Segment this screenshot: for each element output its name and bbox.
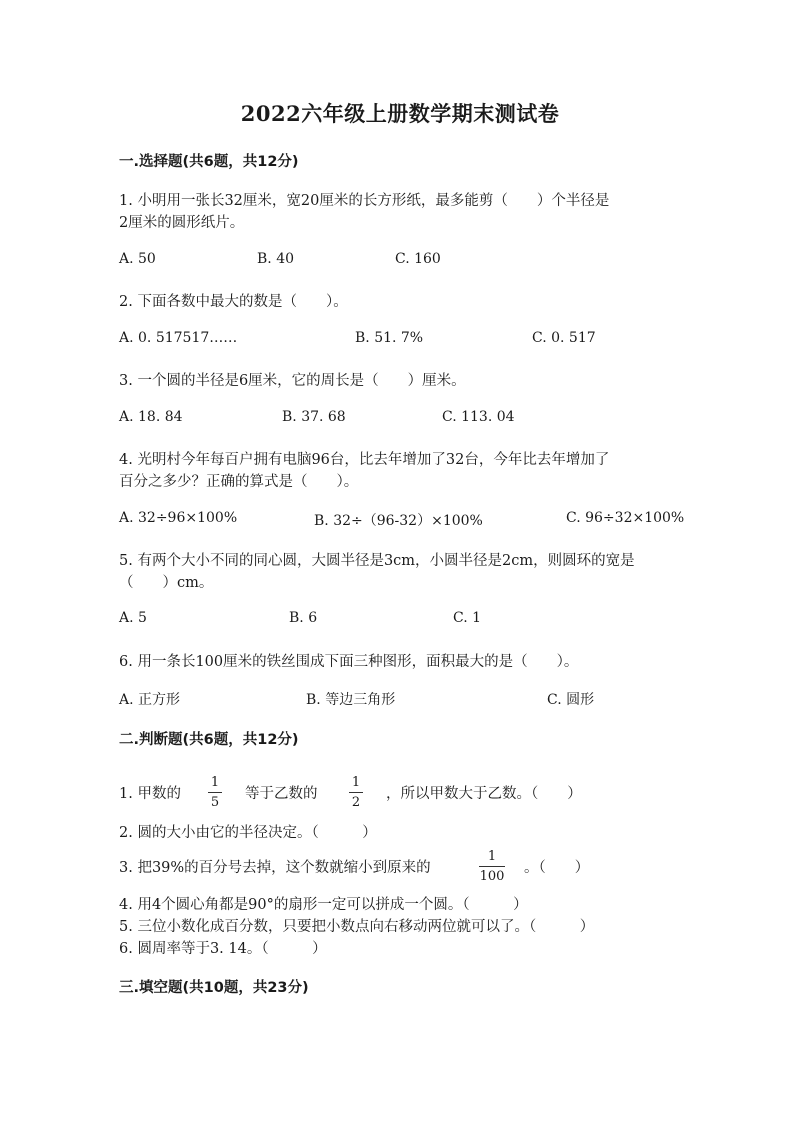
question-text: 2. 下面各数中最大的数是（ ）。 (119, 294, 348, 310)
fraction-bar (479, 866, 505, 867)
option-c: C. 0. 517 (532, 330, 596, 346)
judge-text: ，所以甲数大于乙数。（ ） (386, 786, 582, 802)
fraction-numerator: 1 (351, 775, 361, 790)
judge-text: 4. 用4个圆心角都是90°的扇形一定可以拼成一个圆。（ ） (119, 897, 528, 913)
judge-text: 5. 三位小数化成百分数，只要把小数点向右移动两位就可以了。（ ） (119, 919, 595, 935)
option-a: A. 0. 517517…… (119, 330, 238, 346)
judge-text: 6. 圆周率等于3. 14。（ ） (119, 941, 327, 957)
option-b: B. 32÷（96-32）×100% (314, 513, 483, 529)
question-text: 百分之多少？正确的算式是（ ）。 (119, 474, 359, 490)
option-a: A. 50 (119, 251, 156, 267)
question-text: 6. 用一条长100厘米的铁丝围成下面三种图形，面积最大的是（ ）。 (119, 654, 579, 670)
judge-text: 2. 圆的大小由它的半径决定。（ ） (119, 825, 377, 841)
fraction-numerator: 1 (487, 849, 497, 864)
judge-text: 3. 把39%的百分号去掉，这个数就缩小到原来的 (119, 860, 431, 876)
fraction-numerator: 1 (210, 775, 220, 790)
section-heading-choice: 一.选择题(共6题，共12分) (119, 154, 299, 170)
section-heading-fill: 三.填空题(共10题，共23分) (119, 980, 309, 996)
question-text: 4. 光明村今年每百户拥有电脑96台，比去年增加了32台，今年比去年增加了 (119, 452, 610, 468)
option-a: A. 18. 84 (119, 409, 183, 425)
option-a: A. 正方形 (119, 692, 181, 708)
fraction-one-fifth (208, 775, 222, 810)
option-c: C. 1 (453, 610, 482, 626)
option-c: C. 113. 04 (442, 409, 515, 425)
fraction-denominator: 5 (210, 795, 220, 810)
option-a: A. 5 (119, 610, 147, 626)
fraction-one-half (349, 775, 363, 810)
fraction-bar (208, 792, 222, 793)
fraction-bar (349, 792, 363, 793)
page-title: 2022六年级上册数学期末测试卷 (240, 101, 560, 126)
fraction-denominator: 100 (479, 869, 505, 884)
fraction-denominator: 2 (351, 795, 361, 810)
option-b: B. 37. 68 (282, 409, 346, 425)
fraction-one-hundredth (479, 849, 505, 884)
question-text: 2厘米的圆形纸片。 (119, 215, 245, 231)
question-text: （ ）cm。 (119, 575, 214, 591)
question-text: 5. 有两个大小不同的同心圆，大圆半径是3cm，小圆半径是2cm，则圆环的宽是 (119, 553, 635, 569)
option-c: C. 160 (395, 251, 441, 267)
option-b: B. 40 (257, 251, 295, 267)
option-c: C. 圆形 (547, 692, 595, 708)
question-text: 3. 一个圆的半径是6厘米，它的周长是（ ）厘米。 (119, 373, 466, 389)
judge-text: 1. 甲数的 (119, 786, 181, 802)
question-text: 1. 小明用一张长32厘米，宽20厘米的长方形纸，最多能剪（ ）个半径是 (119, 193, 610, 209)
option-c: C. 96÷32×100% (566, 510, 685, 526)
option-a: A. 32÷96×100% (119, 510, 238, 526)
option-b: B. 51. 7% (355, 330, 424, 346)
section-heading-judge: 二.判断题(共6题，共12分) (119, 732, 299, 748)
option-b: B. 6 (289, 610, 318, 626)
judge-text: 等于乙数的 (245, 786, 318, 802)
option-b: B. 等边三角形 (306, 692, 396, 708)
judge-text: 。（ ） (524, 860, 590, 876)
